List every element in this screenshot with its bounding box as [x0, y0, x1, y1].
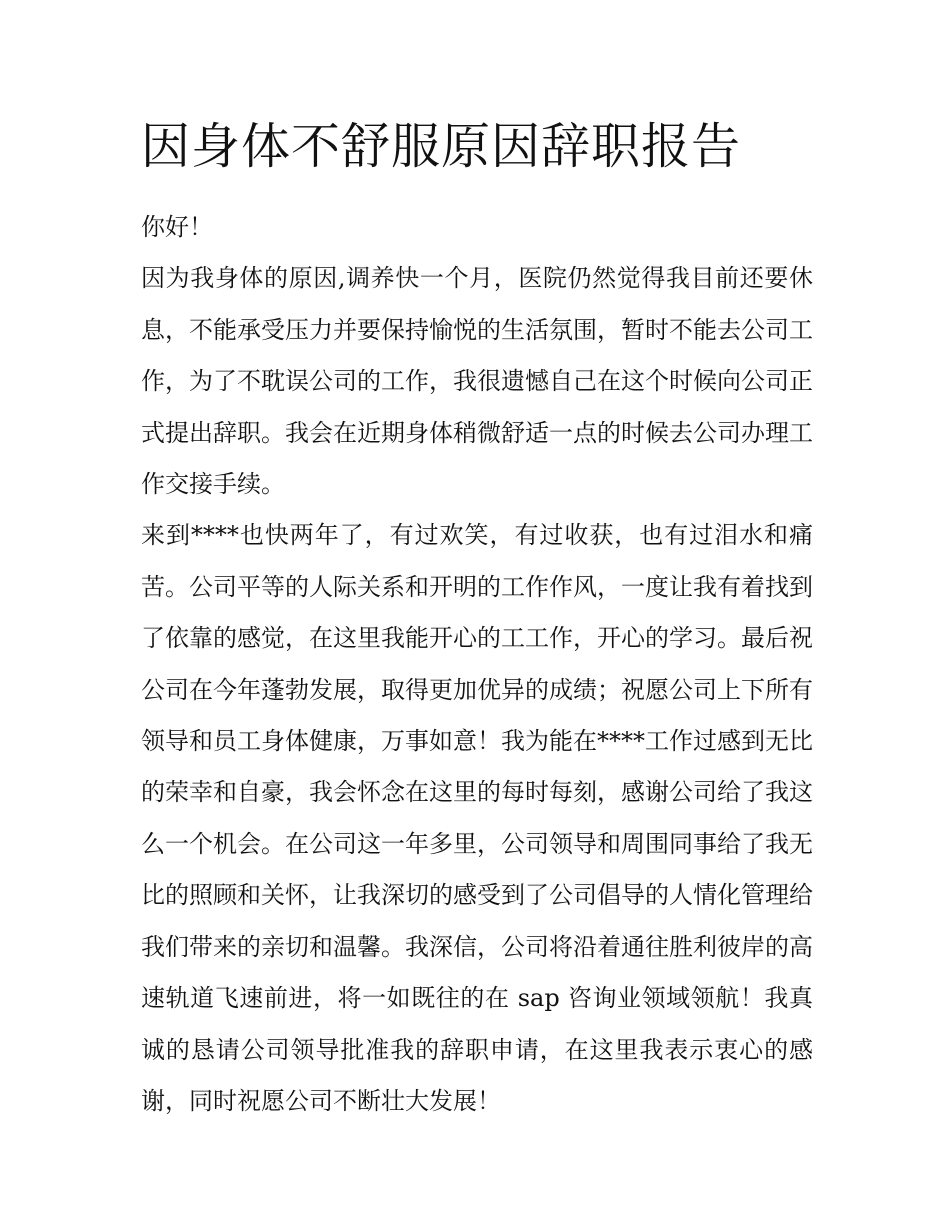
paragraph-reason: 因为我身体的原因,调养快一个月，医院仍然觉得我目前还要休息，不能承受压力并要保持愉悦的生活氛围，暂时不能去公司工作，为了不耽误公司的工作，我很遗憾自己在这个时候向公司正式提出辞职。我会在近期身体稍微舒适一点的时候去公司办理工作交接手续。 — [141, 264, 813, 499]
document-title: 因身体不舒服原因辞职报告 — [141, 118, 742, 175]
document-page — [141, 112, 813, 1127]
greeting: 你好！ — [141, 213, 213, 241]
paragraph-gratitude: 来到****也快两年了，有过欢笑，有过收获，也有过泪水和痛苦。公司平等的人际关系和开明的工作作风，一度让我有着找到了依靠的感觉，在这里我能开心的工工作，开心的学习。最后祝公司在今年蓬勃发展，取得更加优异的成绩；祝愿公司上下所有领导和员工身体健康，万事如意！我为能在****工作过感到无比的荣幸和自豪，我会怀念在这里的每时每刻，感谢公司给了我这么一个机会。在公司这一年多里，公司领导和周围同事给了我无比的照顾和关怀，让我深切的感受到了公司倡导的人情化管理给我们带来的亲切和温馨。我深信，公司将沿着通往胜利彼岸的高速轨道飞速前进，将一如既往的在 sap 咨询业领域领航！我真诚的恳请公司领导批准我的辞职申请，在这里我表示衷心的感谢，同时祝愿公司不断壮大发展！ — [141, 521, 813, 1115]
